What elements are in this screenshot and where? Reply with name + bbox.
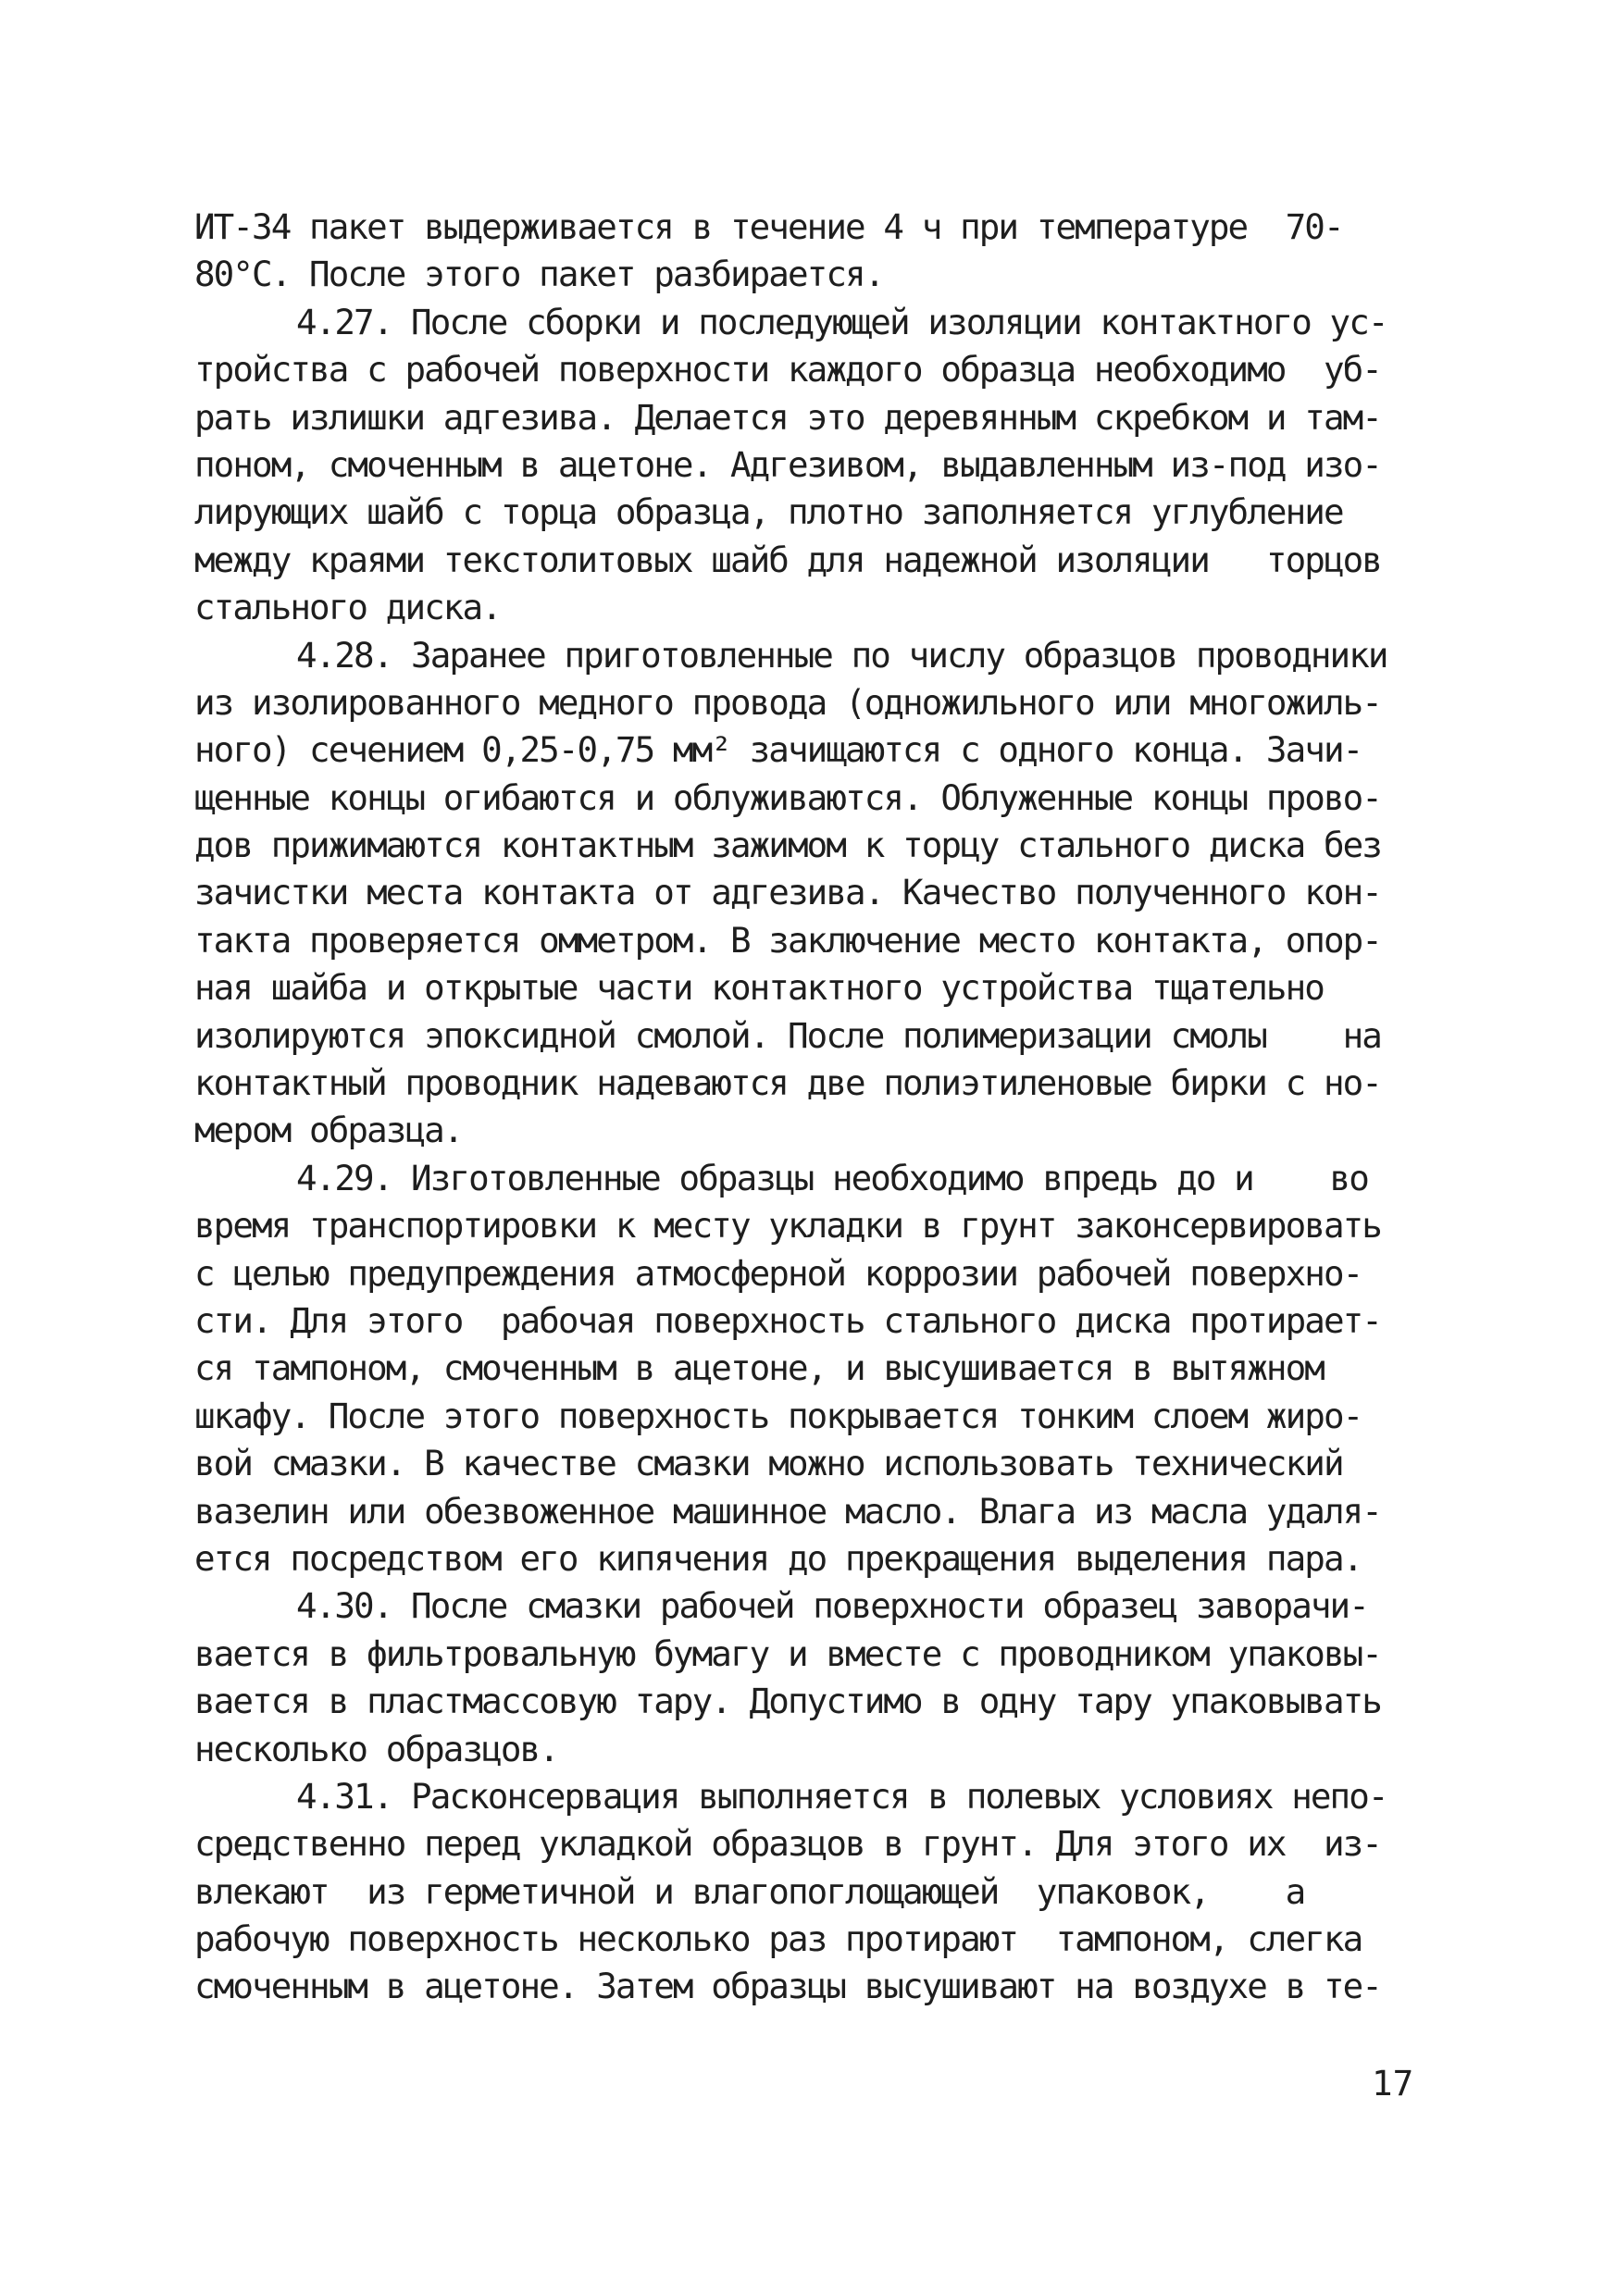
document-page — [194, 204, 1416, 2011]
text-line: лирующих шайб с торца образца, плотно заполняется углубление — [194, 491, 1343, 533]
text-line: влекают из герметичной и влагопоглощающей упаковок, а — [194, 1870, 1305, 1912]
text-line: вается в фильтровальную бумагу и вместе с проводником упаковы- — [194, 1632, 1381, 1674]
text-line: поном, смоченным в ацетоне. Адгезивом, выдавленным из-под изо- — [194, 443, 1381, 485]
text-line: вазелин или обезвоженное машинное масло. Влага из масла удаля- — [194, 1490, 1381, 1532]
text-line: с целью предупреждения атмосферной коррозии рабочей поверхно- — [194, 1252, 1362, 1294]
text-line: изолируются эпоксидной смолой. После полимеризации смолы на — [194, 1014, 1381, 1056]
text-line: вой смазки. В качестве смазки можно использовать технический — [194, 1443, 1343, 1484]
text-line: между краями текстолитовых шайб для надежной изоляции торцов — [194, 539, 1381, 580]
text-line: средственно перед укладкой образцов в грунт. Для этого их из- — [194, 1823, 1381, 1865]
paragraph-start-4-27: 4.27. После сборки и последующей изоляции контактного ус- — [296, 301, 1387, 342]
text-line: щенные концы огибаются и облуживаются. Облуженные концы прово- — [194, 776, 1381, 818]
text-line: вается в пластмассовую тару. Допустимо в одну тару упаковывать — [194, 1681, 1381, 1722]
text-line: дов прижимаются контактным зажимом к торцу стального диска без — [194, 825, 1381, 866]
text-line: тройства с рабочей поверхности каждого образца необходимо уб- — [194, 349, 1381, 391]
paragraph-start-4-28: 4.28. Заранее приготовленные по числу образцов проводники — [296, 634, 1387, 676]
text-line: шкафу. После этого поверхность покрывается тонким слоем жиро- — [194, 1395, 1362, 1436]
page-number: 17 — [1372, 2063, 1414, 2104]
text-line: ИТ-34 пакет выдерживается в течение 4 ч при температуре 70- — [194, 206, 1343, 247]
text-line: смоченным в ацетоне. Затем образцы высушивают на воздухе в те- — [194, 1966, 1381, 2007]
text-line: ся тампоном, смоченным в ацетоне, и высушивается в вытяжном — [194, 1347, 1324, 1389]
text-line: зачистки места контакта от адгезива. Качество полученного кон- — [194, 872, 1381, 913]
text-line: ется посредством его кипячения до прекращения выделения пара. — [194, 1537, 1362, 1579]
text-line: стального диска. — [194, 587, 501, 628]
paragraph-start-4-31: 4.31. Расконсервация выполняется в полевых условиях непо- — [296, 1775, 1387, 1817]
text-line: из изолированного медного провода (одножильного или многожиль- — [194, 681, 1381, 723]
paragraph-start-4-29: 4.29. Изготовленные образцы необходимо впредь до и во — [296, 1157, 1368, 1198]
text-line: ного) сечением 0,25-0,75 мм² зачищаются с одного конца. Зачи- — [194, 729, 1362, 771]
text-line: контактный проводник надеваются две полиэтиленовые бирки с но- — [194, 1062, 1381, 1104]
text-line: такта проверяется омметром. В заключение место контакта, опор- — [194, 919, 1381, 961]
text-line: несколько образцов. — [194, 1728, 558, 1769]
text-line: ная шайба и открытые части контактного устройства тщательно — [194, 967, 1324, 1009]
text-line: время транспортировки к месту укладки в грунт законсервировать — [194, 1205, 1381, 1247]
text-line: 80°С. После этого пакет разбирается. — [194, 254, 884, 295]
text-line: рать излишки адгезива. Делается это деревянным скребком и там- — [194, 396, 1381, 438]
text-line: рабочую поверхность несколько раз протирают тампоном, слегка — [194, 1918, 1362, 1960]
text-line: мером образца. — [194, 1110, 463, 1151]
text-line: сти. Для этого рабочая поверхность стального диска протирает- — [194, 1299, 1381, 1341]
paragraph-start-4-30: 4.30. После смазки рабочей поверхности образец заворачи- — [296, 1585, 1368, 1627]
